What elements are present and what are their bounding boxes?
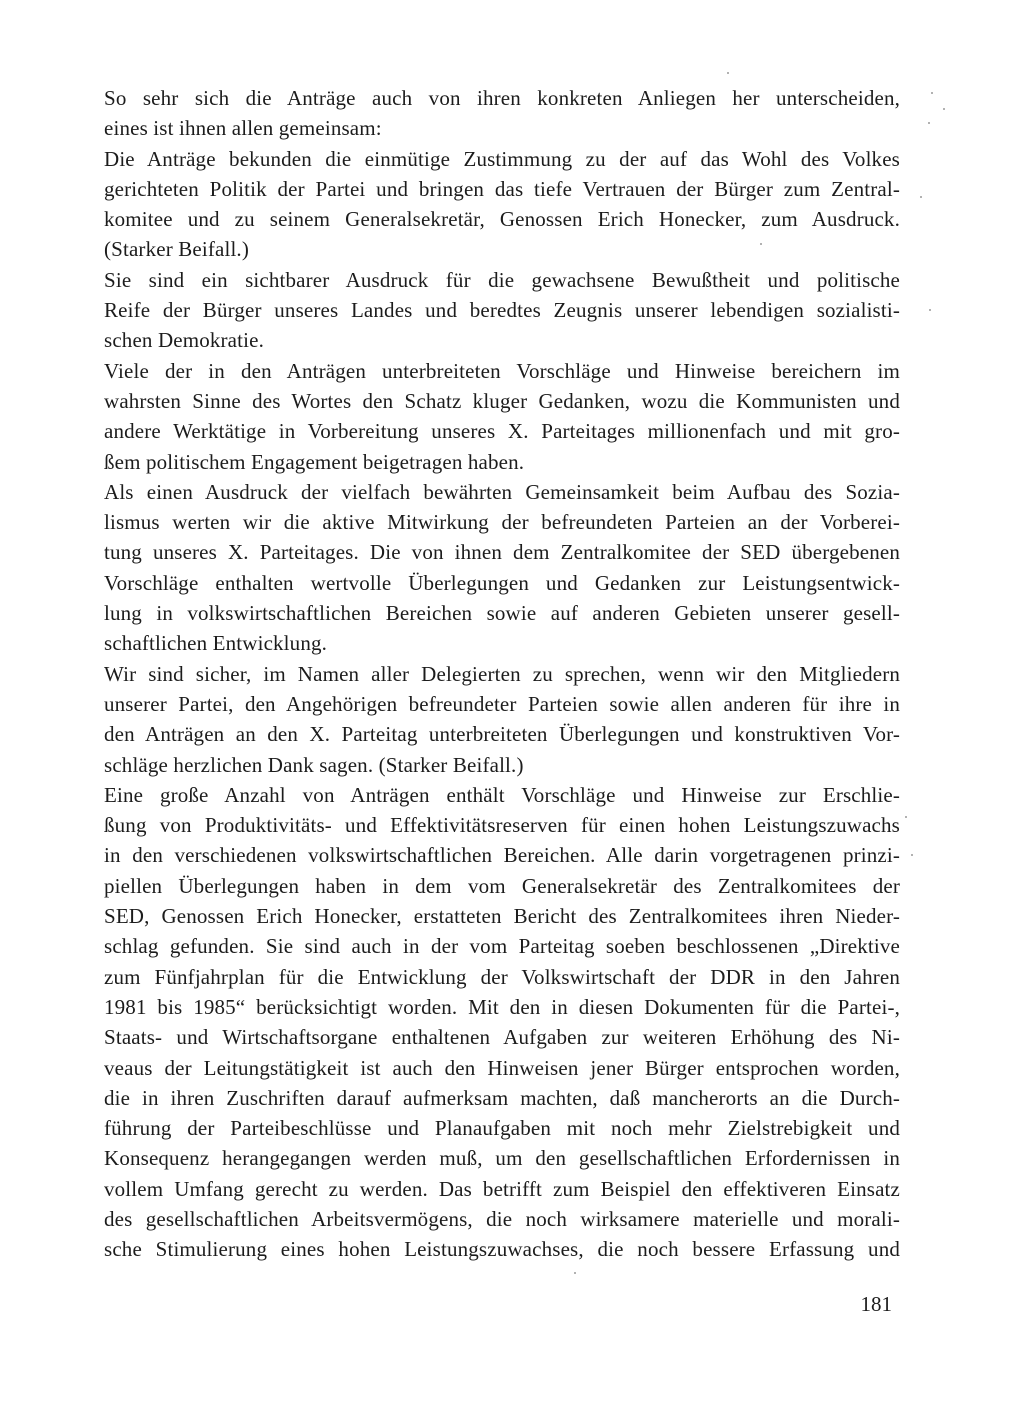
text-line: zum Fünfjahrplan für die Entwicklung der Volkswirtschaft der DDR in den Jahren: [104, 964, 900, 989]
text-line: Viele der in den Anträgen unterbreiteten Vorschläge und Hinweise bereichern im: [104, 358, 900, 383]
scan-speck: [911, 854, 913, 856]
text-line: vollem Umfang gerecht zu werden. Das betrifft zum Beispiel den effektiveren Einsatz: [104, 1176, 900, 1201]
scan-speck: [928, 122, 930, 124]
text-line: veaus der Leitungstätigkeit ist auch den Hinweisen jener Bürger entsprochen worden,: [104, 1055, 900, 1080]
text-line: schaftlichen Entwicklung.: [104, 631, 328, 656]
scan-speck: [931, 92, 933, 94]
scan-speck: [943, 108, 945, 110]
text-line: Reife der Bürger unseres Landes und beredtes Zeugnis unserer lebendigen sozialisti-: [104, 298, 900, 323]
text-line: (Starker Beifall.): [104, 237, 249, 262]
page-number: 181: [860, 1292, 892, 1316]
text-line: sche Stimulierung eines hohen Leistungszuwachses, die noch bessere Erfassung und: [104, 1237, 900, 1262]
text-line: des gesellschaftlichen Arbeitsvermögens, die noch wirksamere materielle und morali-: [104, 1206, 900, 1231]
text-line: Vorschläge enthalten wertvolle Überlegungen und Gedanken zur Leistungsentwick-: [104, 570, 900, 595]
text-line: komitee und zu seinem Generalsekretär, Genossen Erich Honecker, zum Ausdruck.: [104, 207, 900, 232]
text-line: schläge herzlichen Dank sagen. (Starker Beifall.): [104, 752, 524, 777]
scan-speck: [574, 1272, 576, 1274]
text-line: führung der Parteibeschlüsse und Planaufgaben mit noch mehr Zielstrebigkeit und: [104, 1116, 900, 1141]
text-line: piellen Überlegungen haben in dem vom Generalsekretär des Zentralkomitees der: [104, 873, 900, 898]
text-line: Die Anträge bekunden die einmütige Zustimmung zu der auf das Wohl des Volkes: [104, 146, 900, 171]
text-line: wahrsten Sinne des Wortes den Schatz kluger Gedanken, wozu die Kommunisten und: [104, 388, 900, 413]
text-line: ßem politischem Engagement beigetragen haben.: [104, 449, 525, 474]
scan-speck: [727, 72, 729, 74]
text-line: SED, Genossen Erich Honecker, erstatteten Bericht des Zentralkomitees ihren Nieder-: [104, 904, 900, 929]
text-line: lung in volkswirtschaftlichen Bereichen sowie auf anderen Gebieten unserer gesell-: [104, 601, 900, 626]
text-line: Sie sind ein sichtbarer Ausdruck für die gewachsene Bewußtheit und politische: [104, 267, 900, 292]
scan-speck: [905, 816, 907, 818]
text-line: So sehr sich die Anträge auch von ihren konkreten Anliegen her unterscheiden,: [104, 86, 900, 110]
text-line: Als einen Ausdruck der vielfach bewährten Gemeinsamkeit beim Aufbau des Sozia-: [104, 479, 900, 504]
text-line: Wir sind sicher, im Namen aller Delegierten zu sprechen, wenn wir den Mitgliedern: [104, 661, 900, 686]
text-line: in den verschiedenen volkswirtschaftlichen Bereichen. Alle darin vorgetragenen prinzi-: [104, 843, 900, 868]
text-line: 1981 bis 1985“ berücksichtigt worden. Mit den in diesen Dokumenten für die Partei-,: [104, 994, 900, 1019]
text-line: den Anträgen an den X. Parteitag unterbreiteten Überlegungen und konstruktiven Vor-: [104, 722, 900, 747]
scan-speck: [929, 309, 931, 311]
text-line: ßung von Produktivitäts- und Effektivitätsreserven für einen hohen Leistungszuwachs: [104, 813, 900, 838]
text-line: schlag gefunden. Sie sind auch in der vom Parteitag soeben beschlossenen „Direktive: [104, 934, 900, 959]
text-line: eines ist ihnen allen gemeinsam:: [104, 116, 382, 141]
text-line: unserer Partei, den Angehörigen befreundeter Parteien sowie allen anderen für ihre in: [104, 691, 900, 716]
scan-speck: [760, 243, 762, 245]
text-line: lismus werten wir die aktive Mitwirkung der befreundeten Parteien an der Vorberei-: [104, 510, 900, 535]
document-page: [104, 83, 900, 1265]
text-line: Konsequenz herangegangen werden muß, um den gesellschaftlichen Erfordernissen in: [104, 1146, 900, 1171]
text-line: die in ihren Zuschriften darauf aufmerksam machten, daß mancherorts an die Durch-: [104, 1085, 900, 1110]
text-line: Staats- und Wirtschaftsorgane enthaltenen Aufgaben zur weiteren Erhöhung des Ni-: [104, 1025, 900, 1050]
text-line: tung unseres X. Parteitages. Die von ihnen dem Zentralkomitee der SED übergebenen: [104, 540, 900, 565]
text-line: gerichteten Politik der Partei und bringen das tiefe Vertrauen der Bürger zum Zentral-: [104, 176, 900, 201]
text-line: schen Demokratie.: [104, 328, 264, 353]
text-line: andere Werktätige in Vorbereitung unseres X. Parteitages millionenfach und mit gro-: [104, 419, 900, 444]
scan-speck: [920, 196, 922, 198]
text-line: Eine große Anzahl von Anträgen enthält Vorschläge und Hinweise zur Erschlie-: [104, 782, 900, 807]
